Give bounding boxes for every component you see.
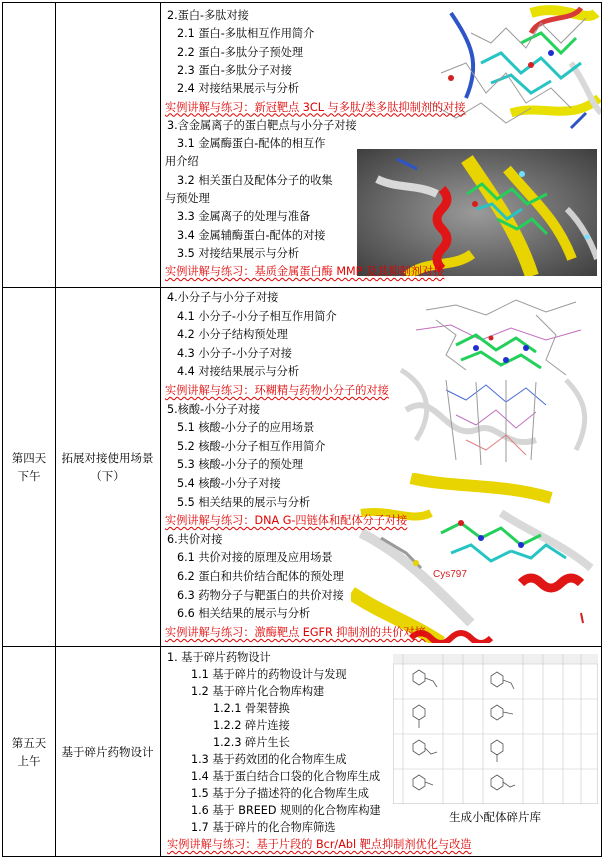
outline-line: 5.3 核酸-小分子的预处理 bbox=[177, 458, 304, 472]
outline-line: 4.2 小分子结构预处理 bbox=[177, 328, 288, 342]
outline-line: 5.4 核酸-小分子对接 bbox=[177, 477, 281, 490]
outline-line: 1.2.2 碎片连接 bbox=[213, 719, 290, 732]
table-row bbox=[3, 3, 601, 288]
day-cell bbox=[3, 3, 56, 287]
outline-line: 1.5 基于分子描述符的化合物库生成 bbox=[191, 787, 369, 800]
outline-line: 5.5 相关结果的展示与分析 bbox=[177, 495, 311, 509]
outline-line: 1.2.1 骨架替换 bbox=[213, 702, 290, 715]
outline-line: 2.蛋白-多肽对接 bbox=[167, 9, 249, 22]
practice-line: 实例讲解与练习：DNA G-四链体和配体分子对接 bbox=[165, 514, 408, 528]
outline-line: 1.2 基于碎片化合物库构建 bbox=[191, 685, 325, 698]
course-table bbox=[2, 2, 602, 857]
outline-line: 3.4 金属辅酶蛋白-配体的对接 bbox=[177, 228, 326, 242]
day-label: 第四天 bbox=[11, 451, 47, 465]
outline-line: 2.3 蛋白-多肽分子对接 bbox=[177, 63, 292, 77]
outline-line: 6.1 共价对接的原理及应用场景 bbox=[177, 551, 333, 565]
topic-cell bbox=[55, 647, 161, 856]
day-cell bbox=[3, 647, 56, 856]
outline-line: 4.小分子与小分子对接 bbox=[167, 291, 279, 304]
practice-line: 实例讲解与练习：新冠靶点 3CL 与多肽/类多肽抑制剂的对接 bbox=[165, 100, 466, 114]
outline-line: 5.核酸-小分子对接 bbox=[167, 402, 261, 416]
outline-line: 6.共价对接 bbox=[167, 532, 223, 546]
outline-line: 用介绍 bbox=[165, 155, 199, 169]
outline-line: 2.1 蛋白-多肽相互作用简介 bbox=[177, 27, 315, 41]
topic-cell bbox=[55, 288, 161, 646]
cys797-label: Cys797 bbox=[433, 569, 467, 580]
outline-line: 5.2 核酸-小分子相互作用简介 bbox=[177, 439, 326, 453]
topic-cell bbox=[55, 3, 161, 287]
day-label: 下午 bbox=[17, 469, 41, 483]
outline-line: 4.3 小分子-小分子对接 bbox=[177, 346, 292, 360]
figure-caption: 生成小配体碎片库 bbox=[449, 810, 541, 824]
topic-label: 拓展对接使用场景 bbox=[61, 451, 154, 465]
day-label: 第五天 bbox=[11, 735, 47, 750]
table-row bbox=[3, 647, 601, 856]
topic-label: （下） bbox=[90, 469, 125, 483]
outline-line: 1.6 基于 BREED 规则的化合物库构建 bbox=[191, 804, 381, 817]
practice-line: 实例讲解与练习：基于片段的 Bcr/Abl 靶点抑制剂优化与改造 bbox=[167, 838, 472, 851]
outline-line: 1.2.3 碎片生长 bbox=[213, 736, 290, 749]
fragment-library-table-image bbox=[393, 654, 598, 804]
outline-line: 6.2 蛋白和共价结合配体的预处理 bbox=[177, 570, 344, 583]
outline-line: 6.6 相关结果的展示与分析 bbox=[177, 607, 311, 621]
outline-line: 1.7 基于碎片的化合物库筛选 bbox=[191, 821, 336, 834]
content-cell bbox=[161, 288, 601, 646]
outline-line: 2.4 对接结果展示与分析 bbox=[177, 82, 300, 96]
outline-line: 4.1 小分子-小分子相互作用简介 bbox=[177, 309, 337, 323]
content-cell bbox=[161, 647, 601, 856]
day-cell bbox=[3, 288, 56, 646]
outline-line: 3.2 相关蛋白及配体分子的收集 bbox=[177, 173, 333, 187]
outline-line: 3.5 对接结果展示与分析 bbox=[177, 246, 300, 260]
outline-line: 与预处理 bbox=[165, 192, 210, 205]
practice-line: 实例讲解与练习：激酶靶点 EGFR 抑制剂的共价对接 bbox=[165, 625, 426, 639]
outline-line: 1. 基于碎片药物设计 bbox=[167, 651, 271, 664]
egfr-covalent-image bbox=[351, 473, 601, 643]
outline-line: 3.含金属离子的蛋白靶点与小分子对接 bbox=[167, 118, 357, 132]
day-label: 上午 bbox=[17, 753, 41, 768]
outline-line: 3.1 金属酶蛋白-配体的相互作 bbox=[177, 137, 326, 151]
cyclodextrin-image bbox=[386, 290, 601, 470]
outline-line: 6.3 药物分子与靶蛋白的共价对接 bbox=[177, 588, 344, 602]
metalloenzyme-image bbox=[357, 149, 597, 276]
outline-line: 4.4 对接结果展示与分析 bbox=[177, 365, 300, 379]
topic-label: 基于碎片药物设计 bbox=[61, 744, 154, 759]
practice-line: 实例讲解与练习：基质金属蛋白酶 MMP 及其抑制剂对接 bbox=[165, 265, 445, 279]
outline-line: 2.2 蛋白-多肽分子预处理 bbox=[177, 45, 304, 59]
table-row bbox=[3, 288, 601, 647]
content-cell bbox=[161, 3, 601, 287]
outline-line: 1.4 基于蛋白结合口袋的化合物库生成 bbox=[191, 770, 381, 783]
outline-line: 5.1 核酸-小分子的应用场景 bbox=[177, 421, 315, 435]
practice-line: 实例讲解与练习：环糊精与药物小分子的对接 bbox=[165, 384, 389, 397]
outline-line: 1.1 基于碎片的药物设计与发现 bbox=[191, 668, 347, 681]
protein-peptide-image bbox=[411, 3, 601, 143]
outline-line: 3.3 金属离子的处理与准备 bbox=[177, 210, 311, 224]
outline-line: 1.3 基于药效团的化合物库生成 bbox=[191, 753, 347, 766]
